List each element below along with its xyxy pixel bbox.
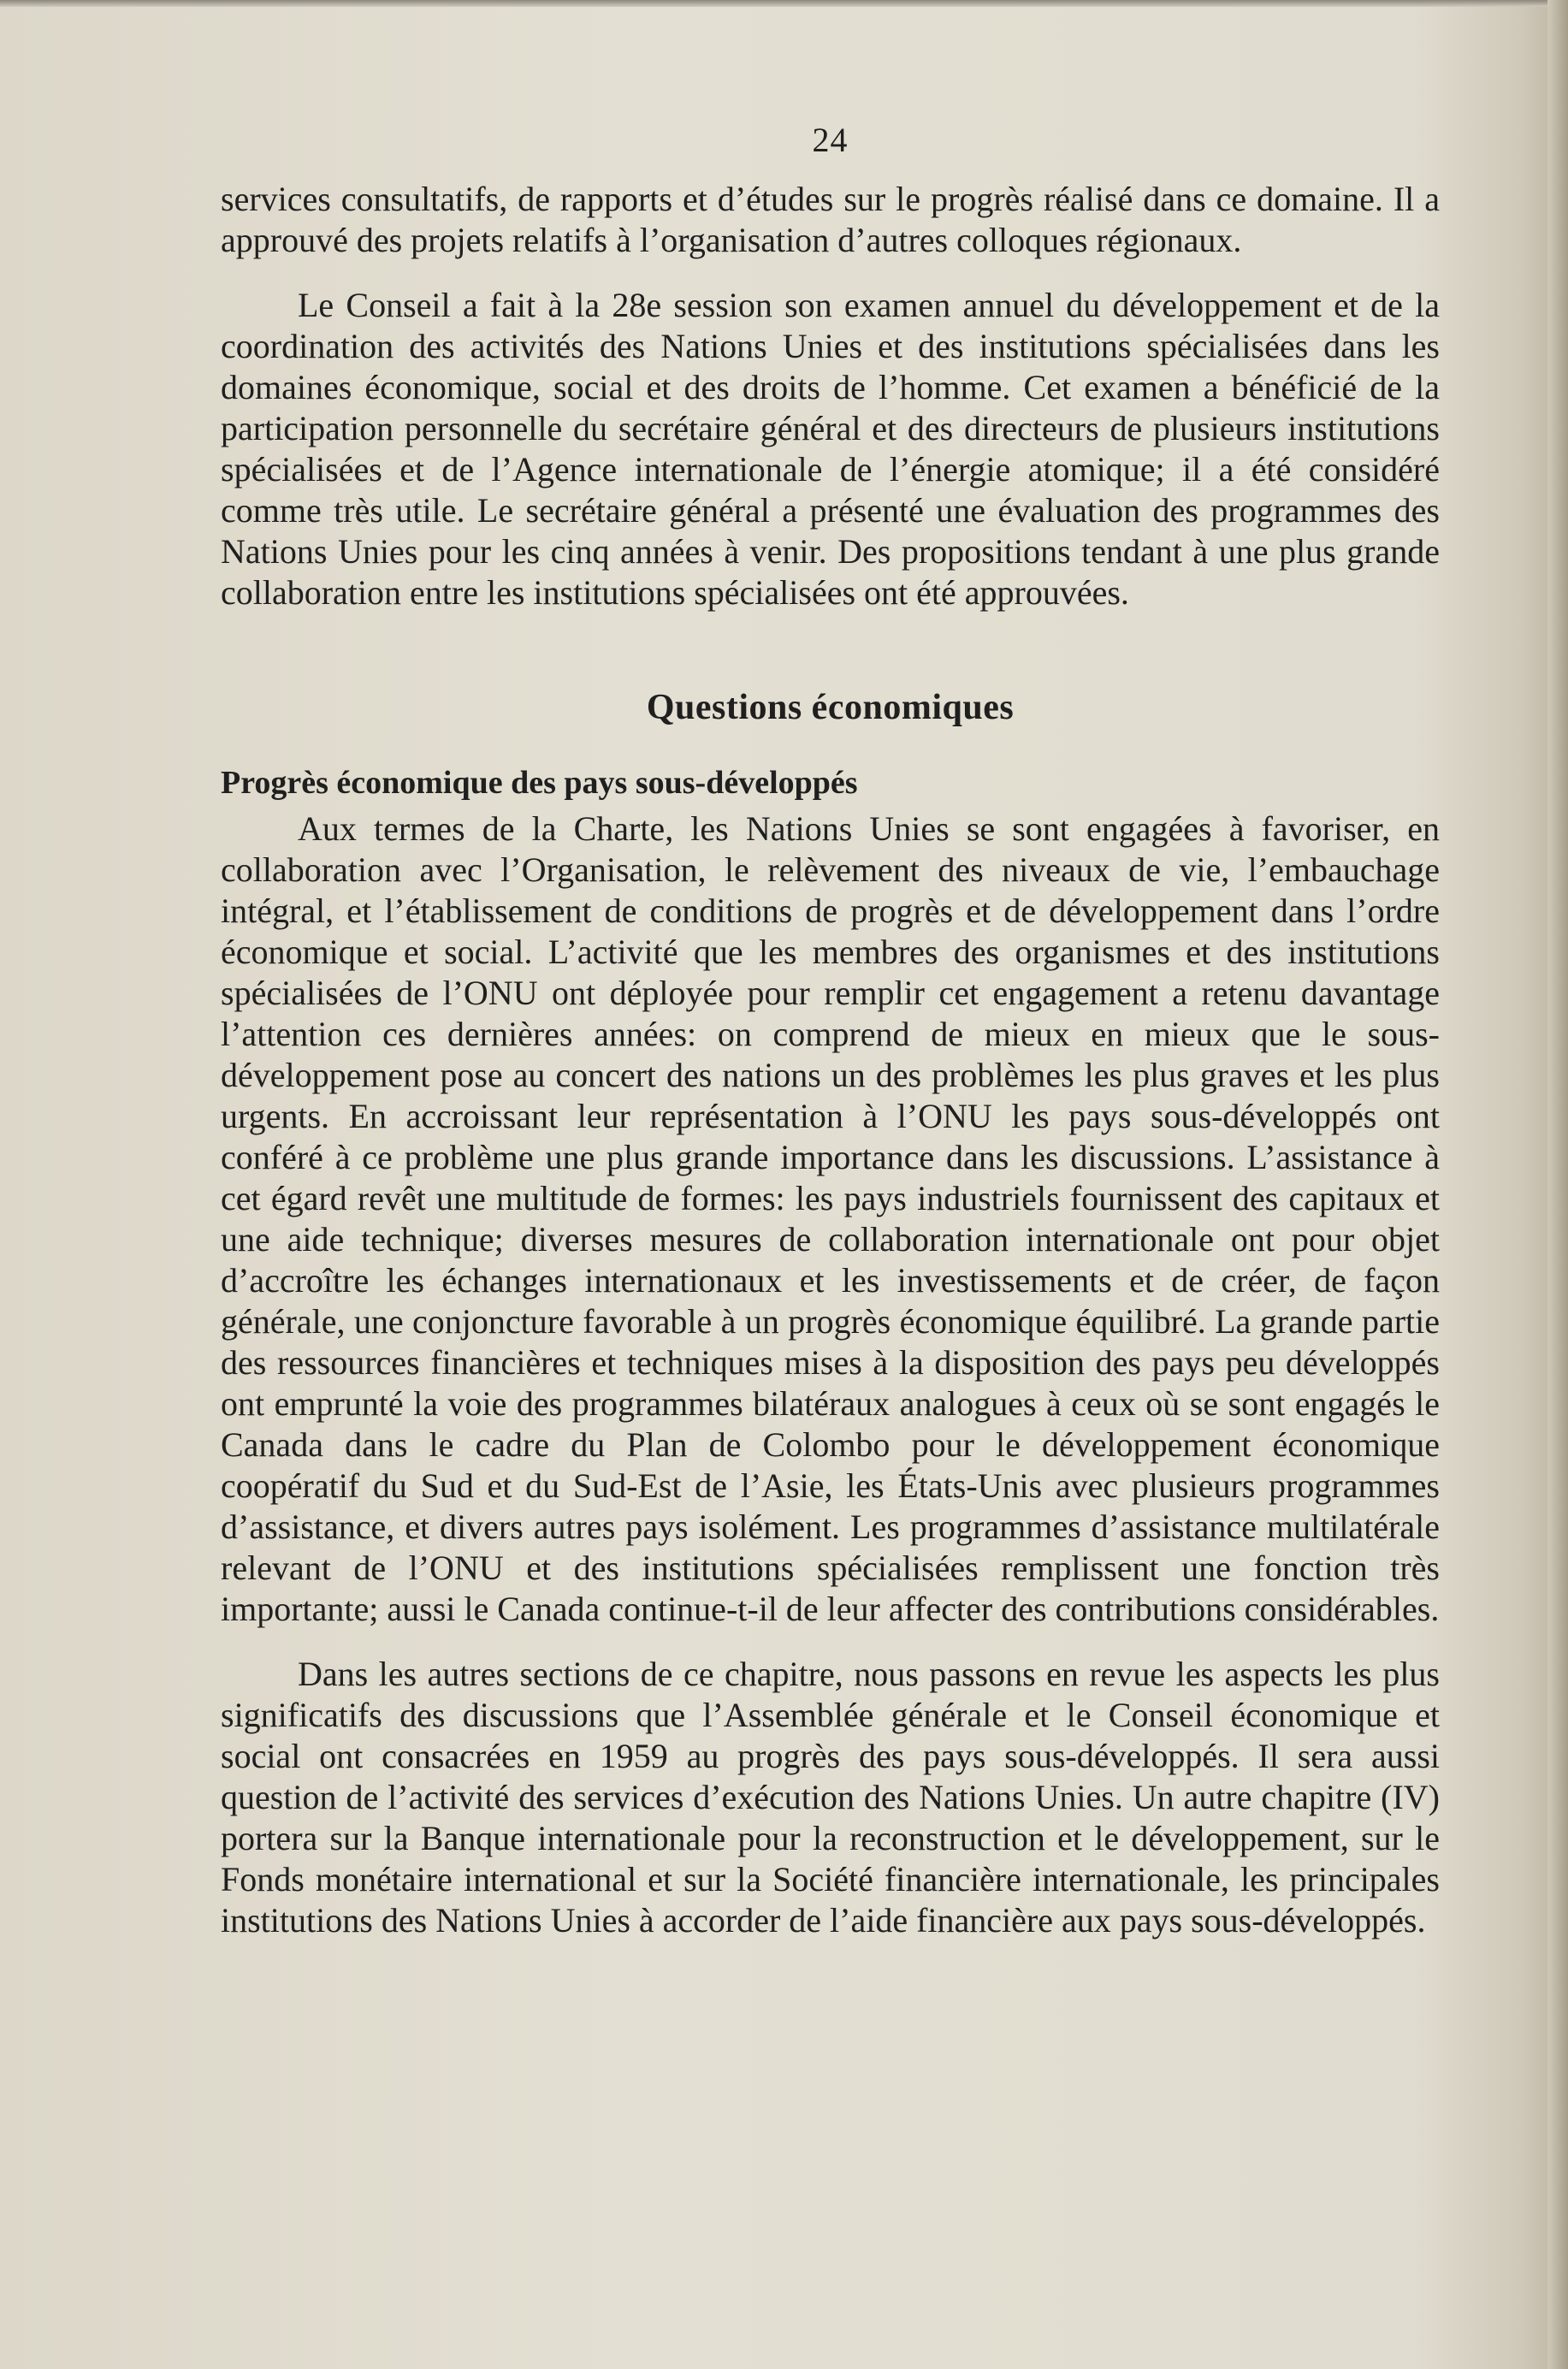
paragraph-other-sections: Dans les autres sections de ce chapitre, nous passons en revue les aspects les plus significatifs des discussions que l’Assemblée générale et le Conseil économique et social ont consacrées en 1959 au progrès des pays sous-développés. Il sera aussi question de l’activité des services d’exécution des Nations Unies. Un autre chapitre (IV) portera sur la Banque internationale pour la reconstruction et le développement, sur le Fonds monétaire international et sur la Société financière internationale, les principales institutions des Nations Unies à accorder de l’aide financière aux pays sous-développés. xyxy=(221,1655,1440,1940)
subsection-title: Progrès économique des pays sous-développés xyxy=(221,765,858,801)
section-title: Questions économiques xyxy=(646,688,1015,727)
paragraph-continuation: services consultatifs, de rapports et d’études sur le progrès réalisé dans ce domaine. Il a approuvé des projets relatifs à l’organisation d’autres colloques régionaux. xyxy=(221,180,1440,259)
page-content xyxy=(221,103,1440,1941)
page-number: 24 xyxy=(812,121,849,159)
paragraph-charter: Aux termes de la Charte, les Nations Unies se sont engagées à favoriser, en collaboration avec l’Organisation, le relèvement des niveaux de vie, l’embauchage intégral, et l’établissement de conditions de progrès et de développement dans l’ordre économique et social. L’activité que les membres des organismes et des institutions spécialisées de l’ONU ont déployée pour remplir cet engagement a retenu davantage l’attention ces dernières années: on comprend de mieux en mieux que le sous-développement pose au concert des nations un des problèmes les plus graves et les plus urgents. En accroissant leur représentation à l’ONU les pays sous-développés ont conféré à ce problème une plus grande importance dans les discussions. L’assistance à cet égard revêt une multitude de formes: les pays industriels fournissent des capitaux et une aide technique; diverses mesures de collaboration internationale ont pour objet d’accroître les échanges internationaux et les investissements et de créer, de façon générale, une conjoncture favorable à un progrès économique équilibré. La grande partie des ressources financières et techniques mises à la disposition des pays peu développés ont emprunté la voie des programmes bilatéraux analogues à ceux où se sont engagés le Canada dans le cadre du Plan de Colombo pour le développement économique coopératif du Sud et du Sud-Est de l’Asie, les États-Unis avec plusieurs programmes d’assistance, et divers autres pays isolément. Les programmes d’assistance multilatérale relevant de l’ONU et des institutions spécialisées remplissent une fonction très importante; aussi le Canada continue-t-il de leur affecter des contributions considérables. xyxy=(221,809,1440,1628)
page-binding-edge xyxy=(1547,0,1568,2369)
paragraph-council-review: Le Conseil a fait à la 28e session son examen annuel du développement et de la coordination des activités des Nations Unies et des institutions spécialisées dans les domaines économique, social et des droits de l’homme. Cet examen a bénéficié de la participation personnelle du secrétaire général et des directeurs de plusieurs institutions spécialisées et de l’Agence internationale de l’énergie atomique; il a été considéré comme très utile. Le secrétaire général a présenté une évaluation des programmes des Nations Unies pour les cinq années à venir. Des propositions tendant à une plus grande collaboration entre les institutions spécialisées ont été approuvées. xyxy=(221,286,1440,612)
page-top-edge xyxy=(0,0,1568,7)
